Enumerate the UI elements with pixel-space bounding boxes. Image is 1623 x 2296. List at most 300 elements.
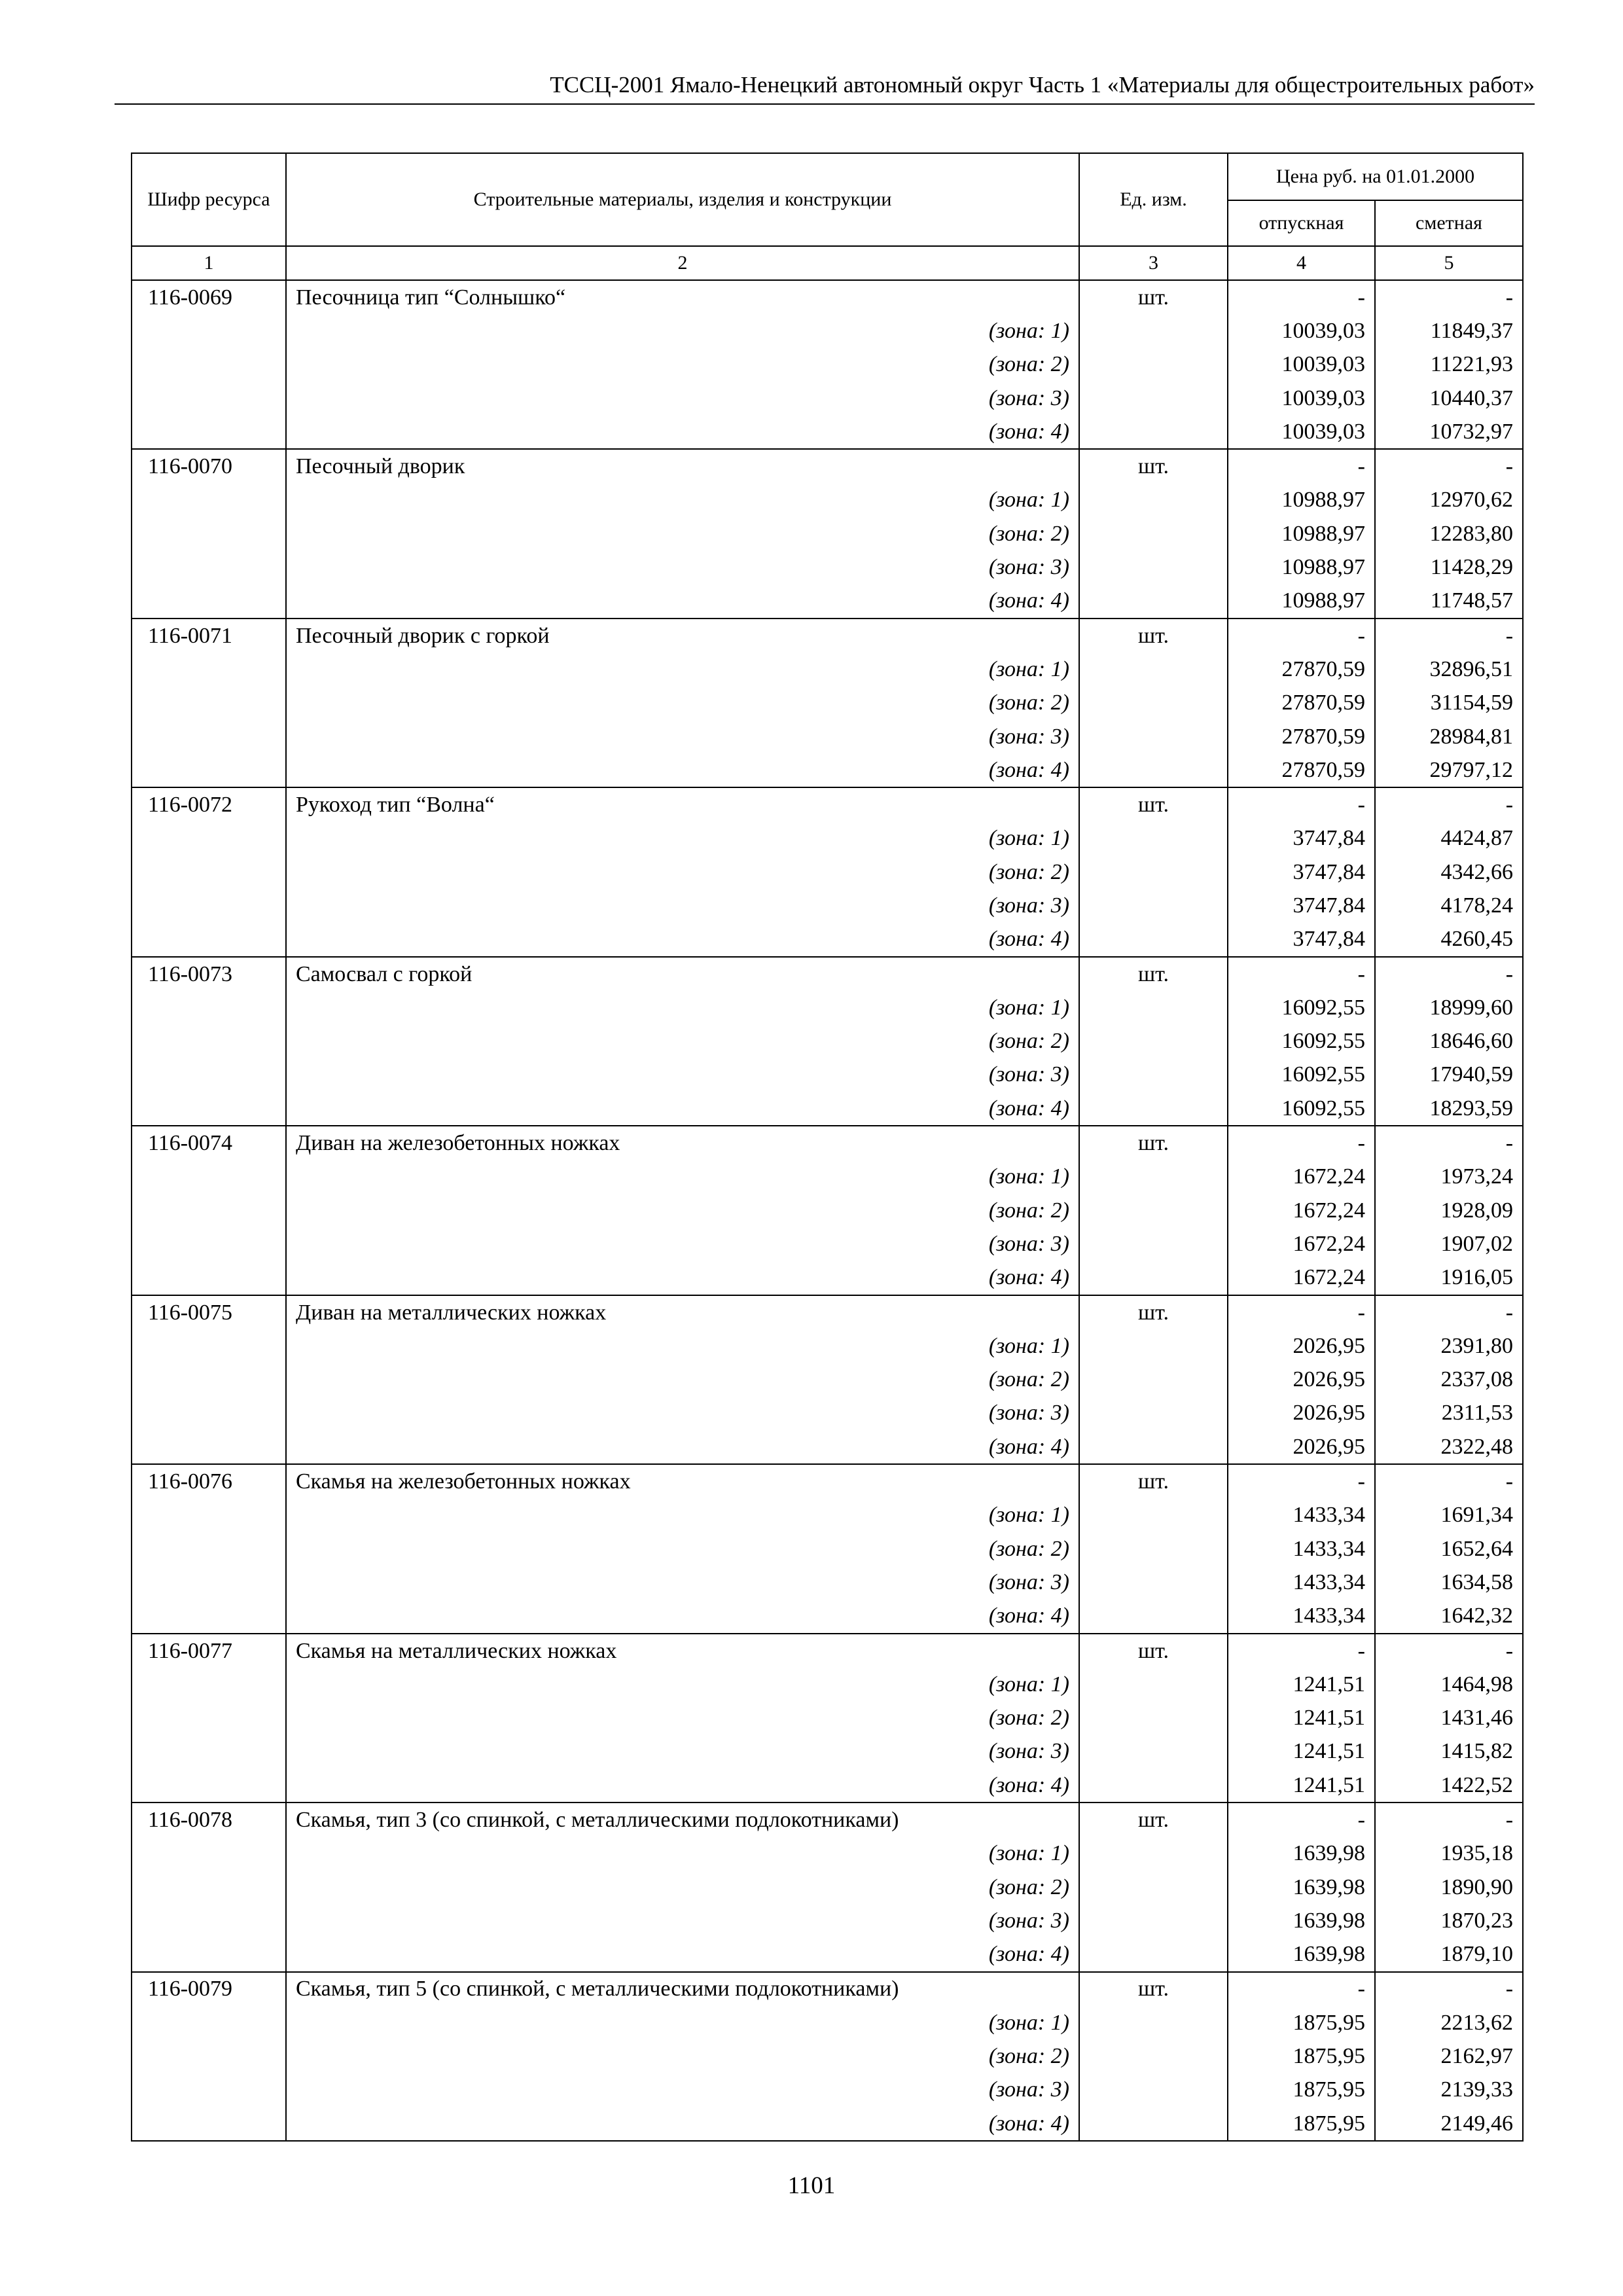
table-row — [132, 1126, 1523, 1160]
estimate-price: - — [1375, 1126, 1523, 1160]
col-number: 4 — [1228, 246, 1375, 280]
resource-code-empty — [132, 1194, 286, 1227]
zone-label: (зона: 4) — [286, 2107, 1079, 2141]
col-number: 2 — [286, 246, 1079, 280]
zone-estimate-price: 1928,09 — [1375, 1194, 1523, 1227]
zone-estimate-price: 1907,02 — [1375, 1227, 1523, 1261]
zone-release-price: 1433,34 — [1228, 1499, 1375, 1532]
resource-code-empty — [132, 1058, 286, 1092]
zone-row — [132, 1227, 1523, 1261]
zone-release-price: 10039,03 — [1228, 415, 1375, 449]
table-row — [132, 1634, 1523, 1668]
unit: шт. — [1079, 1803, 1228, 1837]
zone-label: (зона: 4) — [286, 753, 1079, 787]
zone-estimate-price: 11849,37 — [1375, 314, 1523, 348]
unit-empty — [1079, 1701, 1228, 1734]
zone-release-price: 3747,84 — [1228, 855, 1375, 889]
material-name: Песочный дворик с горкой — [286, 619, 1079, 653]
resource-code-empty — [132, 1261, 286, 1295]
zone-label: (зона: 3) — [286, 1397, 1079, 1430]
zone-label: (зона: 3) — [286, 1058, 1079, 1092]
resource-code-empty — [132, 889, 286, 922]
unit-empty — [1079, 1499, 1228, 1532]
zone-release-price: 1241,51 — [1228, 1735, 1375, 1768]
resource-code: 116-0075 — [132, 1295, 286, 1329]
zone-release-price: 1241,51 — [1228, 1668, 1375, 1701]
zone-label: (зона: 3) — [286, 1227, 1079, 1261]
zone-release-price: 1241,51 — [1228, 1701, 1375, 1734]
zone-release-price: 16092,55 — [1228, 991, 1375, 1024]
zone-estimate-price: 1916,05 — [1375, 1261, 1523, 1295]
zone-estimate-price: 1890,90 — [1375, 1871, 1523, 1904]
zone-row — [132, 991, 1523, 1024]
zone-label: (зона: 3) — [286, 382, 1079, 415]
zone-release-price: 1639,98 — [1228, 1837, 1375, 1871]
zone-estimate-price: 1691,34 — [1375, 1499, 1523, 1532]
table-row — [132, 1464, 1523, 1498]
unit-empty — [1079, 1261, 1228, 1295]
zone-release-price: 1672,24 — [1228, 1261, 1375, 1295]
unit-empty — [1079, 2039, 1228, 2073]
zone-row — [132, 382, 1523, 415]
zone-estimate-price: 1464,98 — [1375, 1668, 1523, 1701]
zone-estimate-price: 1879,10 — [1375, 1938, 1523, 1972]
material-name: Песочный дворик — [286, 449, 1079, 483]
resource-code-empty — [132, 484, 286, 517]
unit-empty — [1079, 687, 1228, 720]
zone-row — [132, 753, 1523, 787]
zone-label: (зона: 2) — [286, 1363, 1079, 1397]
zone-label: (зона: 2) — [286, 1194, 1079, 1227]
resource-code-empty — [132, 1938, 286, 1972]
resource-code-empty — [132, 1499, 286, 1532]
resource-code-empty — [132, 550, 286, 584]
resource-code-empty — [132, 1566, 286, 1599]
zone-row — [132, 550, 1523, 584]
zone-label: (зона: 4) — [286, 1092, 1079, 1126]
zone-label: (зона: 4) — [286, 1768, 1079, 1803]
zone-row — [132, 1668, 1523, 1701]
zone-estimate-price: 18646,60 — [1375, 1025, 1523, 1058]
zone-estimate-price: 4178,24 — [1375, 889, 1523, 922]
resource-code-empty — [132, 1668, 286, 1701]
unit: шт. — [1079, 1126, 1228, 1160]
release-price: - — [1228, 1464, 1375, 1498]
zone-label: (зона: 1) — [286, 1160, 1079, 1194]
release-price: - — [1228, 957, 1375, 991]
zone-label: (зона: 1) — [286, 2006, 1079, 2039]
zone-label: (зона: 4) — [286, 584, 1079, 619]
table-row — [132, 1295, 1523, 1329]
zone-label: (зона: 1) — [286, 1499, 1079, 1532]
zone-row — [132, 517, 1523, 550]
unit-empty — [1079, 1600, 1228, 1634]
unit-empty — [1079, 1837, 1228, 1871]
zone-label: (зона: 2) — [286, 855, 1079, 889]
zone-row — [132, 1397, 1523, 1430]
table-row — [132, 787, 1523, 821]
zone-row — [132, 687, 1523, 720]
unit-empty — [1079, 1160, 1228, 1194]
zone-label: (зона: 3) — [286, 889, 1079, 922]
zone-release-price: 27870,59 — [1228, 720, 1375, 753]
running-header: ТССЦ-2001 Ямало-Ненецкий автономный округ Часть 1 «Материалы для общестроительных работ» — [115, 71, 1535, 105]
zone-estimate-price: 11428,29 — [1375, 550, 1523, 584]
resource-code: 116-0079 — [132, 1972, 286, 2006]
table-row — [132, 1803, 1523, 1837]
resource-code-empty — [132, 348, 286, 382]
material-name: Скамья, тип 5 (со спинкой, с металлическими подлокотниками) — [286, 1972, 1079, 2006]
zone-estimate-price: 2391,80 — [1375, 1329, 1523, 1363]
unit-empty — [1079, 550, 1228, 584]
unit-empty — [1079, 1735, 1228, 1768]
release-price: - — [1228, 787, 1375, 821]
zone-estimate-price: 11221,93 — [1375, 348, 1523, 382]
unit: шт. — [1079, 787, 1228, 821]
zone-estimate-price: 4260,45 — [1375, 923, 1523, 957]
zone-row — [132, 1329, 1523, 1363]
zone-estimate-price: 4342,66 — [1375, 855, 1523, 889]
resource-code-empty — [132, 1092, 286, 1126]
resource-code-empty — [132, 2107, 286, 2141]
zone-label: (зона: 1) — [286, 1668, 1079, 1701]
unit-empty — [1079, 1058, 1228, 1092]
zone-label: (зона: 1) — [286, 822, 1079, 855]
zone-row — [132, 1092, 1523, 1126]
zone-row — [132, 1938, 1523, 1972]
zone-row — [132, 822, 1523, 855]
zone-row — [132, 2039, 1523, 2073]
zone-release-price: 2026,95 — [1228, 1329, 1375, 1363]
resource-code: 116-0073 — [132, 957, 286, 991]
zone-label: (зона: 2) — [286, 687, 1079, 720]
zone-release-price: 10988,97 — [1228, 584, 1375, 619]
column-number-row — [132, 246, 1523, 280]
unit-empty — [1079, 991, 1228, 1024]
material-name: Скамья, тип 3 (со спинкой, с металлическими подлокотниками) — [286, 1803, 1079, 1837]
unit-empty — [1079, 1532, 1228, 1566]
unit-empty — [1079, 2107, 1228, 2141]
zone-row — [132, 923, 1523, 957]
zone-release-price: 1875,95 — [1228, 2073, 1375, 2107]
unit-empty — [1079, 889, 1228, 922]
resource-code-empty — [132, 1397, 286, 1430]
zone-label: (зона: 2) — [286, 1025, 1079, 1058]
unit-empty — [1079, 348, 1228, 382]
resource-code: 116-0078 — [132, 1803, 286, 1837]
table-row — [132, 280, 1523, 314]
release-price: - — [1228, 1126, 1375, 1160]
zone-row — [132, 1363, 1523, 1397]
zone-row — [132, 2006, 1523, 2039]
unit: шт. — [1079, 1464, 1228, 1498]
estimate-price: - — [1375, 619, 1523, 653]
zone-row — [132, 1904, 1523, 1937]
zone-release-price: 16092,55 — [1228, 1092, 1375, 1126]
unit-empty — [1079, 415, 1228, 449]
estimate-price: - — [1375, 957, 1523, 991]
resource-code-empty — [132, 415, 286, 449]
zone-estimate-price: 1415,82 — [1375, 1735, 1523, 1768]
resource-code-empty — [132, 1329, 286, 1363]
zone-release-price: 2026,95 — [1228, 1397, 1375, 1430]
zone-estimate-price: 1935,18 — [1375, 1837, 1523, 1871]
table-row — [132, 957, 1523, 991]
zone-release-price: 1672,24 — [1228, 1227, 1375, 1261]
table-header — [132, 153, 1523, 280]
zone-release-price: 10039,03 — [1228, 382, 1375, 415]
resource-code-empty — [132, 1363, 286, 1397]
zone-row — [132, 348, 1523, 382]
material-name: Песочница тип “Солнышко“ — [286, 280, 1079, 314]
resource-code-empty — [132, 1871, 286, 1904]
zone-row — [132, 584, 1523, 619]
resource-code-empty — [132, 1600, 286, 1634]
zone-label: (зона: 4) — [286, 1938, 1079, 1972]
unit-empty — [1079, 753, 1228, 787]
unit-empty — [1079, 1566, 1228, 1599]
zone-release-price: 1433,34 — [1228, 1566, 1375, 1599]
zone-label: (зона: 1) — [286, 991, 1079, 1024]
estimate-price: - — [1375, 1803, 1523, 1837]
zone-estimate-price: 1642,32 — [1375, 1600, 1523, 1634]
zone-label: (зона: 2) — [286, 1871, 1079, 1904]
resource-code-empty — [132, 653, 286, 686]
zone-release-price: 2026,95 — [1228, 1430, 1375, 1464]
zone-label: (зона: 3) — [286, 550, 1079, 584]
zone-row — [132, 653, 1523, 686]
zone-label: (зона: 4) — [286, 415, 1079, 449]
release-price: - — [1228, 1634, 1375, 1668]
resource-code-empty — [132, 2073, 286, 2107]
estimate-price: - — [1375, 1295, 1523, 1329]
unit-empty — [1079, 1092, 1228, 1126]
release-price: - — [1228, 619, 1375, 653]
resource-code: 116-0069 — [132, 280, 286, 314]
resource-code-empty — [132, 1160, 286, 1194]
zone-release-price: 1672,24 — [1228, 1160, 1375, 1194]
zone-row — [132, 1532, 1523, 1566]
zone-row — [132, 1735, 1523, 1768]
col-number: 5 — [1375, 246, 1523, 280]
table-row — [132, 619, 1523, 653]
zone-estimate-price: 28984,81 — [1375, 720, 1523, 753]
zone-label: (зона: 3) — [286, 2073, 1079, 2107]
zone-release-price: 10988,97 — [1228, 550, 1375, 584]
zone-release-price: 1672,24 — [1228, 1194, 1375, 1227]
zone-estimate-price: 32896,51 — [1375, 653, 1523, 686]
unit-empty — [1079, 1397, 1228, 1430]
estimate-price: - — [1375, 280, 1523, 314]
resource-code: 116-0070 — [132, 449, 286, 483]
unit: шт. — [1079, 957, 1228, 991]
unit: шт. — [1079, 280, 1228, 314]
resource-code-empty — [132, 382, 286, 415]
resource-code: 116-0076 — [132, 1464, 286, 1498]
zone-release-price: 1433,34 — [1228, 1600, 1375, 1634]
unit-empty — [1079, 1227, 1228, 1261]
zone-estimate-price: 17940,59 — [1375, 1058, 1523, 1092]
estimate-price: - — [1375, 449, 1523, 483]
zone-row — [132, 1768, 1523, 1803]
price-table — [131, 152, 1524, 2142]
zone-estimate-price: 2322,48 — [1375, 1430, 1523, 1464]
zone-estimate-price: 4424,87 — [1375, 822, 1523, 855]
unit: шт. — [1079, 1972, 1228, 2006]
zone-row — [132, 1160, 1523, 1194]
resource-code-empty — [132, 687, 286, 720]
zone-row — [132, 2107, 1523, 2141]
zone-estimate-price: 1634,58 — [1375, 1566, 1523, 1599]
unit: шт. — [1079, 1295, 1228, 1329]
material-name: Скамья на металлических ножках — [286, 1634, 1079, 1668]
zone-row — [132, 415, 1523, 449]
resource-code-empty — [132, 1227, 286, 1261]
unit: шт. — [1079, 619, 1228, 653]
resource-code: 116-0074 — [132, 1126, 286, 1160]
zone-row — [132, 1566, 1523, 1599]
unit-empty — [1079, 1938, 1228, 1972]
resource-code-empty — [132, 517, 286, 550]
zone-release-price: 1639,98 — [1228, 1904, 1375, 1937]
zone-row — [132, 1025, 1523, 1058]
zone-release-price: 27870,59 — [1228, 753, 1375, 787]
table-body — [132, 280, 1523, 2141]
unit-empty — [1079, 720, 1228, 753]
resource-code-empty — [132, 1701, 286, 1734]
zone-release-price: 16092,55 — [1228, 1058, 1375, 1092]
unit-empty — [1079, 1025, 1228, 1058]
resource-code-empty — [132, 1025, 286, 1058]
zone-release-price: 1639,98 — [1228, 1871, 1375, 1904]
zone-row — [132, 1837, 1523, 1871]
zone-row — [132, 1701, 1523, 1734]
zone-label: (зона: 2) — [286, 348, 1079, 382]
col-header-code: Шифр ресурса — [132, 153, 286, 246]
zone-release-price: 1875,95 — [1228, 2107, 1375, 2141]
table-row — [132, 1972, 1523, 2006]
unit-empty — [1079, 923, 1228, 957]
unit-empty — [1079, 653, 1228, 686]
resource-code-empty — [132, 923, 286, 957]
material-name: Скамья на железобетонных ножках — [286, 1464, 1079, 1498]
zone-release-price: 3747,84 — [1228, 923, 1375, 957]
estimate-price: - — [1375, 1464, 1523, 1498]
zone-release-price: 1433,34 — [1228, 1532, 1375, 1566]
zone-estimate-price: 2162,97 — [1375, 2039, 1523, 2073]
unit-empty — [1079, 484, 1228, 517]
zone-release-price: 10039,03 — [1228, 314, 1375, 348]
col-number: 1 — [132, 246, 286, 280]
material-name: Самосвал с горкой — [286, 957, 1079, 991]
zone-row — [132, 1600, 1523, 1634]
zone-label: (зона: 4) — [286, 923, 1079, 957]
unit-empty — [1079, 517, 1228, 550]
zone-row — [132, 720, 1523, 753]
zone-label: (зона: 1) — [286, 1329, 1079, 1363]
release-price: - — [1228, 1972, 1375, 2006]
zone-label: (зона: 2) — [286, 1701, 1079, 1734]
zone-label: (зона: 2) — [286, 517, 1079, 550]
unit: шт. — [1079, 449, 1228, 483]
material-name: Рукоход тип “Волна“ — [286, 787, 1079, 821]
release-price: - — [1228, 449, 1375, 483]
zone-label: (зона: 1) — [286, 314, 1079, 348]
unit-empty — [1079, 1194, 1228, 1227]
resource-code-empty — [132, 2006, 286, 2039]
col-number: 3 — [1079, 246, 1228, 280]
zone-label: (зона: 1) — [286, 1837, 1079, 1871]
zone-estimate-price: 10732,97 — [1375, 415, 1523, 449]
resource-code-empty — [132, 1430, 286, 1464]
col-header-release: отпускная — [1228, 200, 1375, 246]
release-price: - — [1228, 1295, 1375, 1329]
zone-estimate-price: 1431,46 — [1375, 1701, 1523, 1734]
zone-estimate-price: 31154,59 — [1375, 687, 1523, 720]
unit-empty — [1079, 1871, 1228, 1904]
release-price: - — [1228, 280, 1375, 314]
zone-label: (зона: 4) — [286, 1430, 1079, 1464]
zone-estimate-price: 1973,24 — [1375, 1160, 1523, 1194]
zone-estimate-price: 1870,23 — [1375, 1904, 1523, 1937]
material-name: Диван на металлических ножках — [286, 1295, 1079, 1329]
resource-code: 116-0077 — [132, 1634, 286, 1668]
resource-code-empty — [132, 314, 286, 348]
zone-row — [132, 1261, 1523, 1295]
page-number: 1101 — [787, 2172, 836, 2199]
estimate-price: - — [1375, 787, 1523, 821]
resource-code-empty — [132, 753, 286, 787]
unit-empty — [1079, 855, 1228, 889]
zone-estimate-price: 2213,62 — [1375, 2006, 1523, 2039]
zone-label: (зона: 1) — [286, 484, 1079, 517]
unit-empty — [1079, 2073, 1228, 2107]
zone-label: (зона: 3) — [286, 1735, 1079, 1768]
zone-release-price: 1639,98 — [1228, 1938, 1375, 1972]
zone-release-price: 10039,03 — [1228, 348, 1375, 382]
unit-empty — [1079, 382, 1228, 415]
resource-code-empty — [132, 822, 286, 855]
zone-label: (зона: 3) — [286, 1566, 1079, 1599]
unit-empty — [1079, 584, 1228, 619]
zone-estimate-price: 11748,57 — [1375, 584, 1523, 619]
resource-code-empty — [132, 2039, 286, 2073]
zone-estimate-price: 1652,64 — [1375, 1532, 1523, 1566]
zone-release-price: 1875,95 — [1228, 2006, 1375, 2039]
zone-estimate-price: 18293,59 — [1375, 1092, 1523, 1126]
zone-estimate-price: 2139,33 — [1375, 2073, 1523, 2107]
resource-code-empty — [132, 991, 286, 1024]
zone-release-price: 3747,84 — [1228, 822, 1375, 855]
unit-empty — [1079, 1329, 1228, 1363]
resource-code-empty — [132, 1837, 286, 1871]
zone-label: (зона: 3) — [286, 1904, 1079, 1937]
zone-estimate-price: 12283,80 — [1375, 517, 1523, 550]
zone-release-price: 27870,59 — [1228, 687, 1375, 720]
zone-row — [132, 855, 1523, 889]
unit-empty — [1079, 1768, 1228, 1803]
zone-row — [132, 1871, 1523, 1904]
estimate-price: - — [1375, 1972, 1523, 2006]
resource-code-empty — [132, 1904, 286, 1937]
zone-release-price: 2026,95 — [1228, 1363, 1375, 1397]
resource-code-empty — [132, 1532, 286, 1566]
unit-empty — [1079, 2006, 1228, 2039]
unit-empty — [1079, 1904, 1228, 1937]
col-header-name: Строительные материалы, изделия и конструкции — [286, 153, 1079, 246]
table-row — [132, 449, 1523, 483]
zone-estimate-price: 29797,12 — [1375, 753, 1523, 787]
